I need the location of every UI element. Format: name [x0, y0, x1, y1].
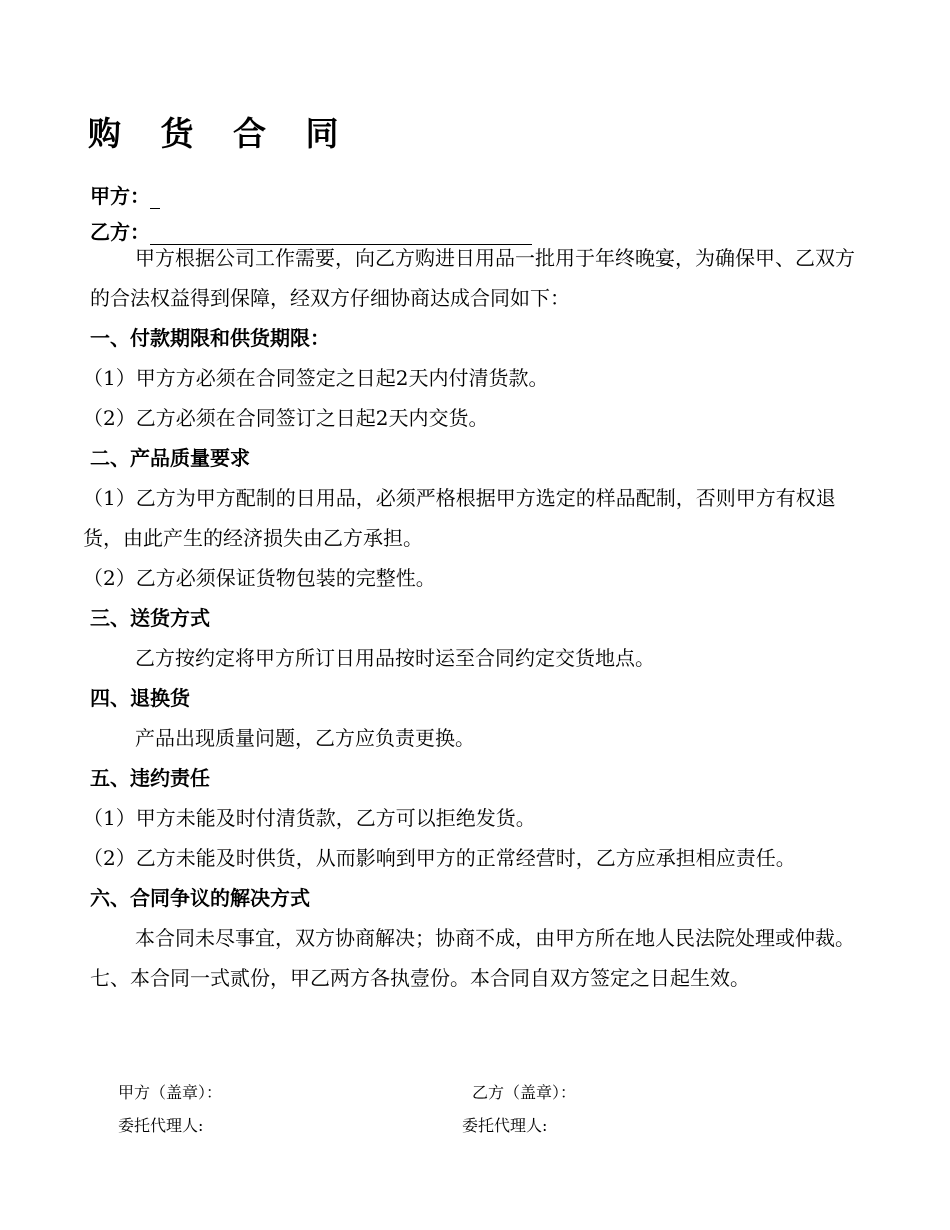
party-b-label: 乙方：	[90, 220, 150, 244]
section-7-text: 七、本合同一式贰份，甲乙两方各执壹份。本合同自双方签定之日起生效。	[90, 966, 750, 990]
section-3-text: 乙方按约定将甲方所订日用品按时运至合同约定交货地点。	[135, 646, 655, 670]
section-4-text: 产品出现质量问题，乙方应负责更换。	[135, 726, 475, 750]
intro-paragraph: 甲方根据公司工作需要，向乙方购进日用品一批用于年终晚宴，为确保甲、乙双方的合法权益得到保障，经双方仔细协商达成合同如下：	[90, 246, 855, 310]
section-6-text: 本合同未尽事宜，双方协商解决；协商不成，由甲方所在地人民法院处理或仲裁。	[135, 926, 855, 950]
section-4-title: 四、退换货	[90, 686, 190, 710]
section-6-title: 六、合同争议的解决方式	[90, 886, 310, 910]
section-2-item-2: （2）乙方必须保证货物包装的完整性。	[83, 566, 436, 590]
section-3-title: 三、送货方式	[90, 606, 210, 630]
section-2-title: 二、产品质量要求	[90, 446, 250, 470]
document-title: 购 货 合 同	[88, 114, 353, 153]
party-b-agent-label: 委托代理人:	[462, 1116, 548, 1135]
section-5-title: 五、违约责任	[90, 766, 210, 790]
party-a-agent-label: 委托代理人:	[118, 1116, 204, 1135]
section-1-title: 一、付款期限和供货期限：	[90, 326, 330, 350]
section-2-item-1: （1）乙方为甲方配制的日用品，必须严格根据甲方选定的样品配制，否则甲方有权退货，由此产生的经济损失由乙方承担。	[83, 486, 836, 550]
party-a-line	[90, 180, 160, 209]
section-5-item-1: （1）甲方未能及时付清货款，乙方可以拒绝发货。	[83, 806, 536, 830]
section-1-item-2: （2）乙方必须在合同签订之日起2天内交货。	[83, 406, 489, 430]
party-b-seal-label: 乙方（盖章）：	[472, 1083, 577, 1102]
section-5-item-2: （2）乙方未能及时供货，从而影响到甲方的正常经营时，乙方应承担相应责任。	[83, 846, 796, 870]
contract-body	[83, 238, 865, 998]
section-1-item-1: （1）甲方方必须在合同签定之日起2天内付清货款。	[83, 366, 549, 390]
party-a-seal-label: 甲方（盖章）：	[118, 1083, 223, 1102]
party-a-blank	[150, 190, 160, 209]
party-a-label: 甲方：	[90, 184, 150, 208]
